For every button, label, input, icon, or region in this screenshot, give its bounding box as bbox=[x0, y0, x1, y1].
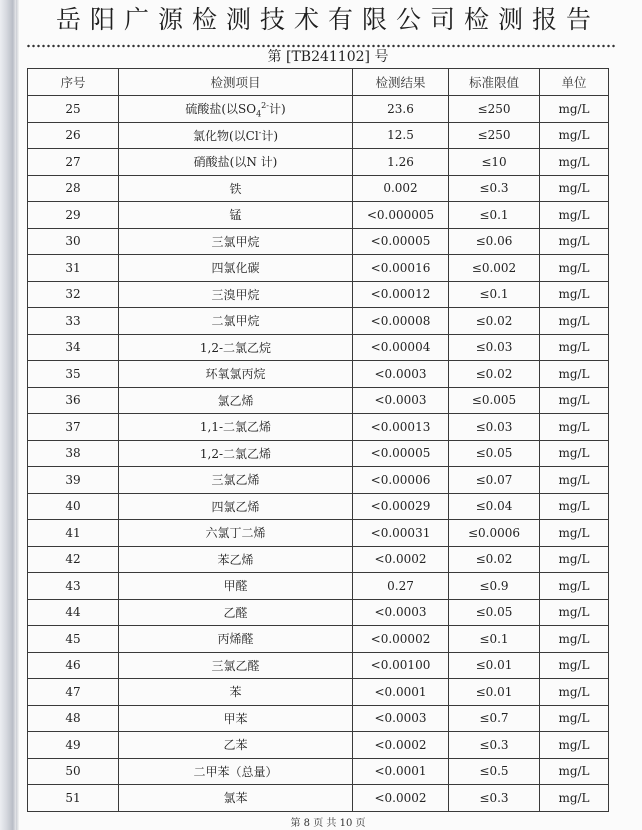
table-row bbox=[28, 493, 609, 520]
cell-unit: mg/L bbox=[540, 652, 609, 679]
cell-serial-no: 44 bbox=[28, 599, 119, 626]
cell-test-result: <0.0003 bbox=[353, 599, 449, 626]
cell-serial-no: 43 bbox=[28, 573, 119, 600]
cell-serial-no: 46 bbox=[28, 652, 119, 679]
cell-test-result: <0.00008 bbox=[353, 308, 449, 335]
cell-standard-limit: ≤0.3 bbox=[449, 785, 540, 812]
header-unit: 单位 bbox=[540, 69, 609, 96]
cell-serial-no: 31 bbox=[28, 255, 119, 282]
cell-test-result: <0.00016 bbox=[353, 255, 449, 282]
cell-standard-limit: ≤0.9 bbox=[449, 573, 540, 600]
table-row bbox=[28, 705, 609, 732]
cell-standard-limit: ≤10 bbox=[449, 149, 540, 176]
cell-test-item: 硝酸盐(以N 计) bbox=[119, 149, 353, 176]
cell-test-item bbox=[119, 96, 353, 123]
binding-strip bbox=[0, 0, 16, 830]
cell-unit: mg/L bbox=[540, 308, 609, 335]
table-header-row bbox=[28, 69, 609, 96]
table-row bbox=[28, 308, 609, 335]
cell-standard-limit: ≤0.1 bbox=[449, 626, 540, 653]
cell-test-item: 四氯乙烯 bbox=[119, 493, 353, 520]
cell-standard-limit: ≤0.01 bbox=[449, 679, 540, 706]
table-row bbox=[28, 387, 609, 414]
cell-unit: mg/L bbox=[540, 387, 609, 414]
cell-serial-no: 28 bbox=[28, 175, 119, 202]
cell-unit: mg/L bbox=[540, 96, 609, 123]
cell-serial-no: 36 bbox=[28, 387, 119, 414]
cell-test-result: <0.000005 bbox=[353, 202, 449, 229]
cell-test-result: <0.00002 bbox=[353, 626, 449, 653]
cell-unit: mg/L bbox=[540, 414, 609, 441]
cell-test-item: 氯乙烯 bbox=[119, 387, 353, 414]
item-tail: 计) bbox=[268, 102, 286, 117]
table-row bbox=[28, 732, 609, 759]
cell-unit: mg/L bbox=[540, 202, 609, 229]
table-row bbox=[28, 281, 609, 308]
cell-standard-limit: ≤0.03 bbox=[449, 334, 540, 361]
cell-test-item: 锰 bbox=[119, 202, 353, 229]
item-subscript: 4 bbox=[256, 109, 262, 119]
table-row bbox=[28, 626, 609, 653]
cell-test-item: 二甲苯（总量） bbox=[119, 758, 353, 785]
cell-test-result: <0.0002 bbox=[353, 785, 449, 812]
cell-standard-limit: ≤250 bbox=[449, 122, 540, 149]
cell-serial-no: 35 bbox=[28, 361, 119, 388]
cell-standard-limit: ≤0.07 bbox=[449, 467, 540, 494]
cell-serial-no: 33 bbox=[28, 308, 119, 335]
cell-serial-no: 45 bbox=[28, 626, 119, 653]
cell-test-result: <0.0003 bbox=[353, 705, 449, 732]
item-text: 氯化物(以Cl bbox=[192, 128, 259, 143]
report-number-suffix: 号 bbox=[370, 49, 389, 65]
cell-test-item: 1,2-二氯乙烯 bbox=[119, 440, 353, 467]
table-row bbox=[28, 652, 609, 679]
cell-test-result: <0.00004 bbox=[353, 334, 449, 361]
cell-unit: mg/L bbox=[540, 281, 609, 308]
table-body bbox=[28, 96, 609, 812]
cell-unit: mg/L bbox=[540, 573, 609, 600]
cell-unit: mg/L bbox=[540, 785, 609, 812]
cell-standard-limit: ≤250 bbox=[449, 96, 540, 123]
table-row bbox=[28, 361, 609, 388]
cell-test-item: 三氯乙醛 bbox=[119, 652, 353, 679]
cell-test-item: 甲醛 bbox=[119, 573, 353, 600]
cell-test-result: <0.0003 bbox=[353, 361, 449, 388]
cell-test-item: 丙烯醛 bbox=[119, 626, 353, 653]
cell-standard-limit: ≤0.01 bbox=[449, 652, 540, 679]
cell-unit: mg/L bbox=[540, 679, 609, 706]
cell-test-item: 乙醛 bbox=[119, 599, 353, 626]
table-row bbox=[28, 467, 609, 494]
cell-serial-no: 38 bbox=[28, 440, 119, 467]
report-number-code: [TB241102] bbox=[286, 49, 370, 65]
cell-test-item: 四氯化碳 bbox=[119, 255, 353, 282]
item-tail: 计) bbox=[261, 128, 279, 143]
report-title: 岳阳广源检测技术有限公司检测报告 bbox=[55, 5, 600, 34]
cell-serial-no: 39 bbox=[28, 467, 119, 494]
table-row bbox=[28, 520, 609, 547]
cell-test-result: <0.00029 bbox=[353, 493, 449, 520]
cell-standard-limit: ≤0.06 bbox=[449, 228, 540, 255]
cell-standard-limit: ≤0.02 bbox=[449, 361, 540, 388]
cell-serial-no: 27 bbox=[28, 149, 119, 176]
cell-standard-limit: ≤0.02 bbox=[449, 546, 540, 573]
cell-standard-limit: ≤0.005 bbox=[449, 387, 540, 414]
cell-serial-no: 51 bbox=[28, 785, 119, 812]
cell-test-result: <0.0001 bbox=[353, 758, 449, 785]
cell-test-result: <0.00012 bbox=[353, 281, 449, 308]
report-number bbox=[0, 48, 642, 66]
cell-test-result: <0.00031 bbox=[353, 520, 449, 547]
cell-test-item: 二氯甲烷 bbox=[119, 308, 353, 335]
item-superscript: 2- bbox=[261, 101, 269, 111]
cell-test-result: <0.0002 bbox=[353, 732, 449, 759]
cell-test-result: <0.0003 bbox=[353, 387, 449, 414]
header-test-item: 检测项目 bbox=[119, 69, 353, 96]
cell-test-result: 23.6 bbox=[353, 96, 449, 123]
table-row bbox=[28, 440, 609, 467]
cell-test-item: 三氯甲烷 bbox=[119, 228, 353, 255]
table-row bbox=[28, 334, 609, 361]
table-row bbox=[28, 149, 609, 176]
cell-standard-limit: ≤0.002 bbox=[449, 255, 540, 282]
cell-standard-limit: ≤0.5 bbox=[449, 758, 540, 785]
cell-test-result: <0.00013 bbox=[353, 414, 449, 441]
cell-unit: mg/L bbox=[540, 732, 609, 759]
cell-serial-no: 49 bbox=[28, 732, 119, 759]
cell-test-result: <0.0002 bbox=[353, 546, 449, 573]
cell-serial-no: 26 bbox=[28, 122, 119, 149]
cell-unit: mg/L bbox=[540, 175, 609, 202]
cell-test-item: 乙苯 bbox=[119, 732, 353, 759]
item-superscript: - bbox=[258, 127, 262, 137]
cell-test-item: 1,1-二氯乙烯 bbox=[119, 414, 353, 441]
table-row bbox=[28, 573, 609, 600]
cell-unit: mg/L bbox=[540, 493, 609, 520]
cell-unit: mg/L bbox=[540, 122, 609, 149]
report-number-prefix: 第 bbox=[267, 49, 286, 65]
cell-test-result: 12.5 bbox=[353, 122, 449, 149]
cell-unit: mg/L bbox=[540, 467, 609, 494]
cell-test-item: 三氯乙烯 bbox=[119, 467, 353, 494]
table-row bbox=[28, 122, 609, 149]
cell-serial-no: 47 bbox=[28, 679, 119, 706]
test-results-table bbox=[27, 68, 609, 812]
cell-test-item: 铁 bbox=[119, 175, 353, 202]
item-text: 硫酸盐(以SO bbox=[185, 102, 257, 117]
cell-serial-no: 48 bbox=[28, 705, 119, 732]
cell-standard-limit: ≤0.05 bbox=[449, 440, 540, 467]
table-row bbox=[28, 228, 609, 255]
cell-standard-limit: ≤0.7 bbox=[449, 705, 540, 732]
cell-test-result: 0.27 bbox=[353, 573, 449, 600]
cell-standard-limit: ≤0.1 bbox=[449, 281, 540, 308]
cell-unit: mg/L bbox=[540, 440, 609, 467]
cell-serial-no: 30 bbox=[28, 228, 119, 255]
cell-test-result: <0.0001 bbox=[353, 679, 449, 706]
table-row bbox=[28, 546, 609, 573]
cell-standard-limit: ≤0.03 bbox=[449, 414, 540, 441]
table-row bbox=[28, 414, 609, 441]
cell-unit: mg/L bbox=[540, 705, 609, 732]
table-row bbox=[28, 599, 609, 626]
cell-serial-no: 25 bbox=[28, 96, 119, 123]
cell-test-result: <0.00005 bbox=[353, 440, 449, 467]
cell-standard-limit: ≤0.04 bbox=[449, 493, 540, 520]
cell-unit: mg/L bbox=[540, 520, 609, 547]
cell-unit: mg/L bbox=[540, 546, 609, 573]
cell-test-result: <0.00006 bbox=[353, 467, 449, 494]
cell-unit: mg/L bbox=[540, 255, 609, 282]
cell-unit: mg/L bbox=[540, 334, 609, 361]
table-row bbox=[28, 758, 609, 785]
cell-standard-limit: ≤0.0006 bbox=[449, 520, 540, 547]
cell-serial-no: 40 bbox=[28, 493, 119, 520]
table-row bbox=[28, 175, 609, 202]
cell-standard-limit: ≤0.1 bbox=[449, 202, 540, 229]
cell-unit: mg/L bbox=[540, 228, 609, 255]
cell-unit: mg/L bbox=[540, 626, 609, 653]
header-standard-limit: 标准限值 bbox=[449, 69, 540, 96]
cell-test-result: <0.00005 bbox=[353, 228, 449, 255]
cell-test-item: 环氧氯丙烷 bbox=[119, 361, 353, 388]
cell-unit: mg/L bbox=[540, 599, 609, 626]
cell-serial-no: 50 bbox=[28, 758, 119, 785]
cell-serial-no: 29 bbox=[28, 202, 119, 229]
table-row bbox=[28, 679, 609, 706]
cell-test-item: 氯苯 bbox=[119, 785, 353, 812]
cell-unit: mg/L bbox=[540, 361, 609, 388]
cell-serial-no: 41 bbox=[28, 520, 119, 547]
cell-serial-no: 42 bbox=[28, 546, 119, 573]
header-test-result: 检测结果 bbox=[353, 69, 449, 96]
cell-unit: mg/L bbox=[540, 149, 609, 176]
binding-edge bbox=[16, 0, 19, 830]
cell-test-result: 0.002 bbox=[353, 175, 449, 202]
cell-test-item: 1,2-二氯乙烷 bbox=[119, 334, 353, 361]
cell-test-result: <0.00100 bbox=[353, 652, 449, 679]
cell-test-item: 三溴甲烷 bbox=[119, 281, 353, 308]
cell-test-item: 甲苯 bbox=[119, 705, 353, 732]
page-footer: 第 8 页 共 10 页 bbox=[290, 818, 366, 829]
table-row bbox=[28, 202, 609, 229]
cell-serial-no: 34 bbox=[28, 334, 119, 361]
cell-serial-no: 37 bbox=[28, 414, 119, 441]
cell-serial-no: 32 bbox=[28, 281, 119, 308]
cell-test-item: 六氯丁二烯 bbox=[119, 520, 353, 547]
cell-unit: mg/L bbox=[540, 758, 609, 785]
cell-standard-limit: ≤0.05 bbox=[449, 599, 540, 626]
header-serial-no: 序号 bbox=[28, 69, 119, 96]
cell-standard-limit: ≤0.3 bbox=[449, 732, 540, 759]
cell-standard-limit: ≤0.3 bbox=[449, 175, 540, 202]
cell-test-item bbox=[119, 122, 353, 149]
cell-standard-limit: ≤0.02 bbox=[449, 308, 540, 335]
table-row bbox=[28, 96, 609, 123]
cell-test-result: 1.26 bbox=[353, 149, 449, 176]
table-row bbox=[28, 255, 609, 282]
cell-test-item: 苯 bbox=[119, 679, 353, 706]
cell-test-item: 苯乙烯 bbox=[119, 546, 353, 573]
table-row bbox=[28, 785, 609, 812]
